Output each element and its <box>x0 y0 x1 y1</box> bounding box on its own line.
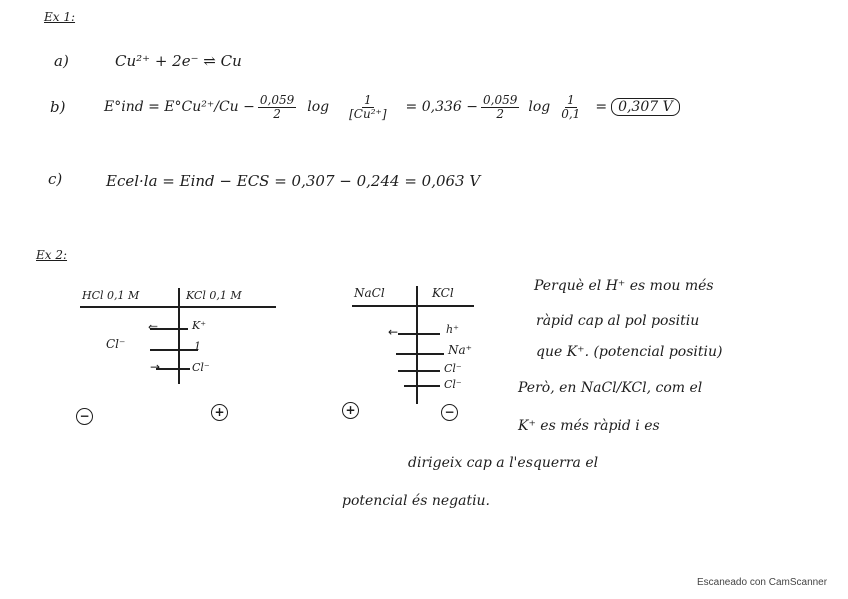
ex2-heading: Ex 2: <box>36 248 68 262</box>
arrow-left-icon: ← <box>388 325 399 339</box>
kcl-label: KCl 0,1 M <box>186 289 242 302</box>
fraction-numerator: 1 <box>566 93 575 107</box>
ion-marker-line <box>156 368 190 370</box>
equals-sign: = <box>595 99 608 116</box>
nacl-label: NaCl <box>354 286 385 300</box>
cl-minus-left-label: Cl⁻ <box>106 337 126 351</box>
log-label: log <box>528 99 551 116</box>
fraction-0059-over-2 <box>481 94 519 120</box>
boxed-result: 0,307 V <box>611 98 680 116</box>
horizontal-divider <box>352 305 474 307</box>
k-plus-label: K⁺ <box>192 319 207 332</box>
fraction-denominator: 2 <box>273 106 281 121</box>
explanation-line-3: que K⁺. (potencial positiu) <box>536 344 723 360</box>
ex1-b-lhs: E°ind = E°Cu²⁺/Cu − <box>104 99 255 116</box>
fraction-1-over-cu <box>347 94 388 120</box>
hcl-label: HCl 0,1 M <box>82 289 140 302</box>
ion-arrow-line <box>398 333 440 335</box>
arrow-right-icon: → <box>150 360 161 374</box>
ion-arrow-line <box>404 385 440 387</box>
fraction-numerator: 1 <box>364 93 372 107</box>
explanation-line-2: ràpid cap al pol positiu <box>536 313 700 329</box>
na-plus-label: Na⁺ <box>448 343 472 357</box>
ex1-b-equation <box>104 94 680 120</box>
ex1-b-mid: = 0,336 − <box>405 99 478 116</box>
kcl-label: KCl <box>432 286 454 300</box>
conclusion-line-2: potencial és negatiu. <box>342 493 491 509</box>
cl-minus-right-label: Cl⁻ <box>192 361 210 374</box>
ion-arrow-line <box>398 370 440 372</box>
explanation-line-1: Perquè el H⁺ es mou més <box>534 278 714 294</box>
ion-arrow-line <box>396 353 444 355</box>
ex1-heading: Ex 1: <box>44 10 76 24</box>
fraction-1-over-01 <box>559 94 582 120</box>
h-marker-label: 1 <box>194 340 201 353</box>
junction-line <box>178 288 180 384</box>
fraction-denominator: 2 <box>496 106 504 121</box>
fraction-numerator: 0,059 <box>483 93 518 107</box>
cl-minus-label: Cl⁻ <box>444 362 462 375</box>
conclusion-line-1: dirigeix cap a l'esquerra el <box>408 455 599 471</box>
h-plus-label: h⁺ <box>446 323 459 336</box>
explanation-line-5: K⁺ es més ràpid i es <box>518 418 660 434</box>
ex1-c-label: c) <box>48 170 63 188</box>
arrow-left-icon: ⇐ <box>148 320 159 334</box>
negative-pole-icon: − <box>76 408 93 425</box>
positive-pole-icon: + <box>211 404 228 421</box>
positive-pole-icon: + <box>342 402 359 419</box>
fraction-denominator: [Cu²⁺] <box>349 106 387 121</box>
log-label: log <box>307 99 330 116</box>
fraction-denominator: 0,1 <box>561 106 581 121</box>
ex1-a-equation: Cu²⁺ + 2e⁻ ⇌ Cu <box>115 52 242 70</box>
negative-pole-icon: − <box>441 404 458 421</box>
ex1-b-label: b) <box>50 98 66 116</box>
camscanner-watermark: Escaneado con CamScanner <box>697 577 828 588</box>
cl-minus-label: Cl⁻ <box>444 378 462 391</box>
ion-marker-line <box>150 349 198 351</box>
fraction-0059-over-2 <box>258 94 296 120</box>
ex1-a-label: a) <box>54 52 69 70</box>
fraction-numerator: 0,059 <box>259 93 295 107</box>
ex1-c-equation: Ecel·la = Eind − ECS = 0,307 − 0,244 = 0,063 V <box>106 172 481 190</box>
explanation-line-4: Però, en NaCl/KCl, com el <box>518 380 703 396</box>
